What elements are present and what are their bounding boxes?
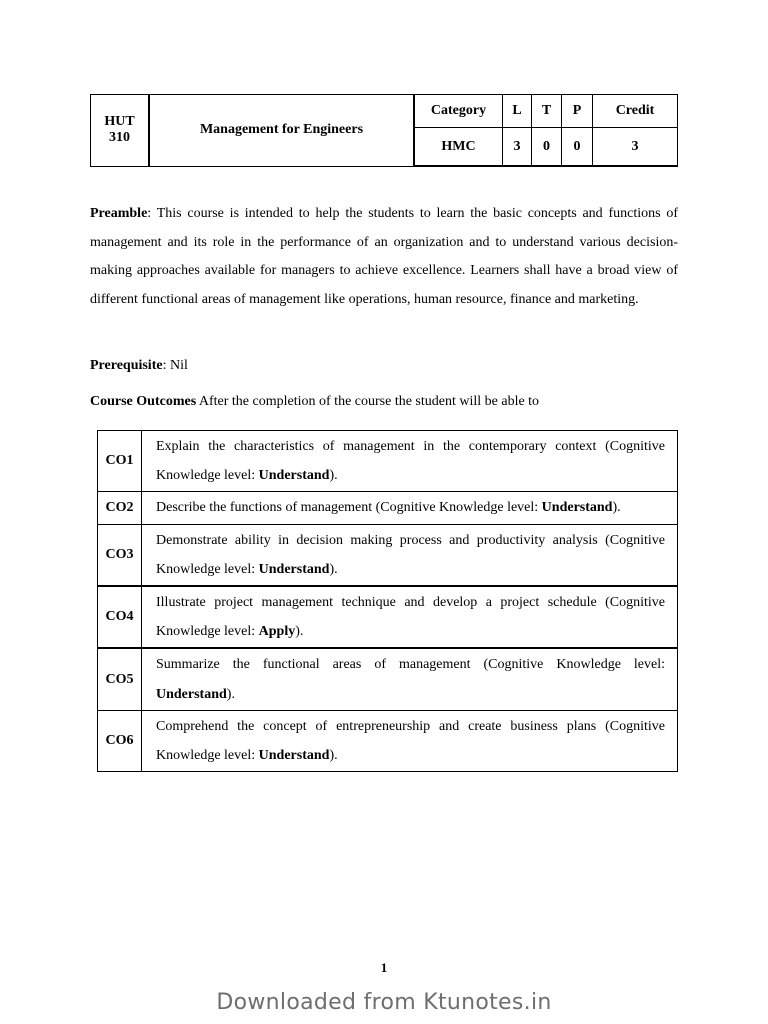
prerequisite-paragraph: [90, 352, 678, 381]
table-row: [98, 431, 678, 492]
table-row: [98, 648, 678, 710]
watermark: Downloaded from Ktunotes.in: [216, 990, 552, 1015]
co-text: Explain the characteristics of management in the contemporary context (Cognitive Knowledge level:: [156, 439, 665, 484]
course-outcomes-paragraph: [90, 388, 678, 417]
co-description: [142, 648, 678, 710]
co-description: [142, 586, 678, 648]
table-row: [98, 524, 678, 586]
preamble-paragraph: [90, 200, 678, 315]
co-text: Describe the functions of management (Cognitive Knowledge level:: [156, 500, 542, 516]
course-code: [91, 95, 150, 167]
co-level: Understand: [541, 500, 613, 516]
co-level: Apply: [258, 624, 296, 640]
course-header-table: [90, 94, 678, 167]
course-code-line2: 310: [109, 130, 130, 146]
co-description: [142, 524, 678, 586]
co-text: Demonstrate ability in decision making process and productivity analysis (Cognitive Knowledge level:: [156, 532, 665, 577]
co-end: ).: [329, 468, 338, 484]
preamble-text: : This course is intended to help the students to learn the basic concepts and functions of management and its role in the performance of an organization and to understand various decision-making approaches available for managers to achieve excellence. Learners shall have a broad view of different functional areas of management like operations, human resource, finance and marketing.: [90, 206, 678, 308]
p-header: P: [562, 95, 593, 128]
course-code-line1: HUT: [104, 114, 135, 130]
table-row: [98, 492, 678, 524]
co-code: CO6: [98, 710, 142, 771]
co-code: CO4: [98, 586, 142, 648]
co-description: [142, 431, 678, 492]
co-level: Understand: [258, 748, 330, 764]
co-description: [142, 710, 678, 771]
t-value: 0: [532, 128, 562, 167]
credit-value: 3: [593, 128, 678, 167]
category-value: HMC: [414, 128, 503, 167]
page-number: 1: [380, 960, 388, 975]
co-text: Comprehend the concept of entrepreneurship and create business plans (Cognitive Knowledge level:: [156, 718, 665, 764]
co-level: Understand: [258, 468, 330, 484]
course-outcomes-table: [97, 430, 678, 772]
co-end: ).: [329, 561, 338, 577]
co-level: Understand: [156, 686, 227, 702]
preamble-label: Preamble: [90, 206, 148, 221]
l-header: L: [503, 95, 532, 128]
table-row: [98, 710, 678, 771]
t-header: T: [532, 95, 562, 128]
co-end: ).: [612, 500, 621, 516]
course-title: Management for Engineers: [149, 95, 414, 167]
co-text: Summarize the functional areas of management (Cognitive Knowledge level:: [156, 657, 665, 673]
course-outcomes-label: Course Outcomes: [90, 394, 197, 409]
co-level: Understand: [258, 561, 330, 577]
prerequisite-text: : Nil: [162, 358, 188, 373]
credit-header: Credit: [593, 95, 678, 128]
co-text: Illustrate project management technique and develop a project schedule (Cognitive Knowledge level:: [156, 595, 665, 640]
co-code: CO1: [98, 431, 142, 492]
l-value: 3: [503, 128, 532, 167]
co-code: CO5: [98, 648, 142, 710]
co-end: ).: [226, 686, 235, 702]
category-header: Category: [414, 95, 503, 128]
prerequisite-label: Prerequisite: [90, 358, 163, 373]
co-end: ).: [329, 748, 338, 764]
co-code: CO2: [98, 492, 142, 524]
p-value: 0: [562, 128, 593, 167]
co-code: CO3: [98, 524, 142, 586]
co-end: ).: [295, 624, 304, 640]
table-row: [98, 586, 678, 648]
co-description: [142, 492, 678, 524]
course-outcomes-text: After the completion of the course the student will be able to: [196, 394, 540, 409]
